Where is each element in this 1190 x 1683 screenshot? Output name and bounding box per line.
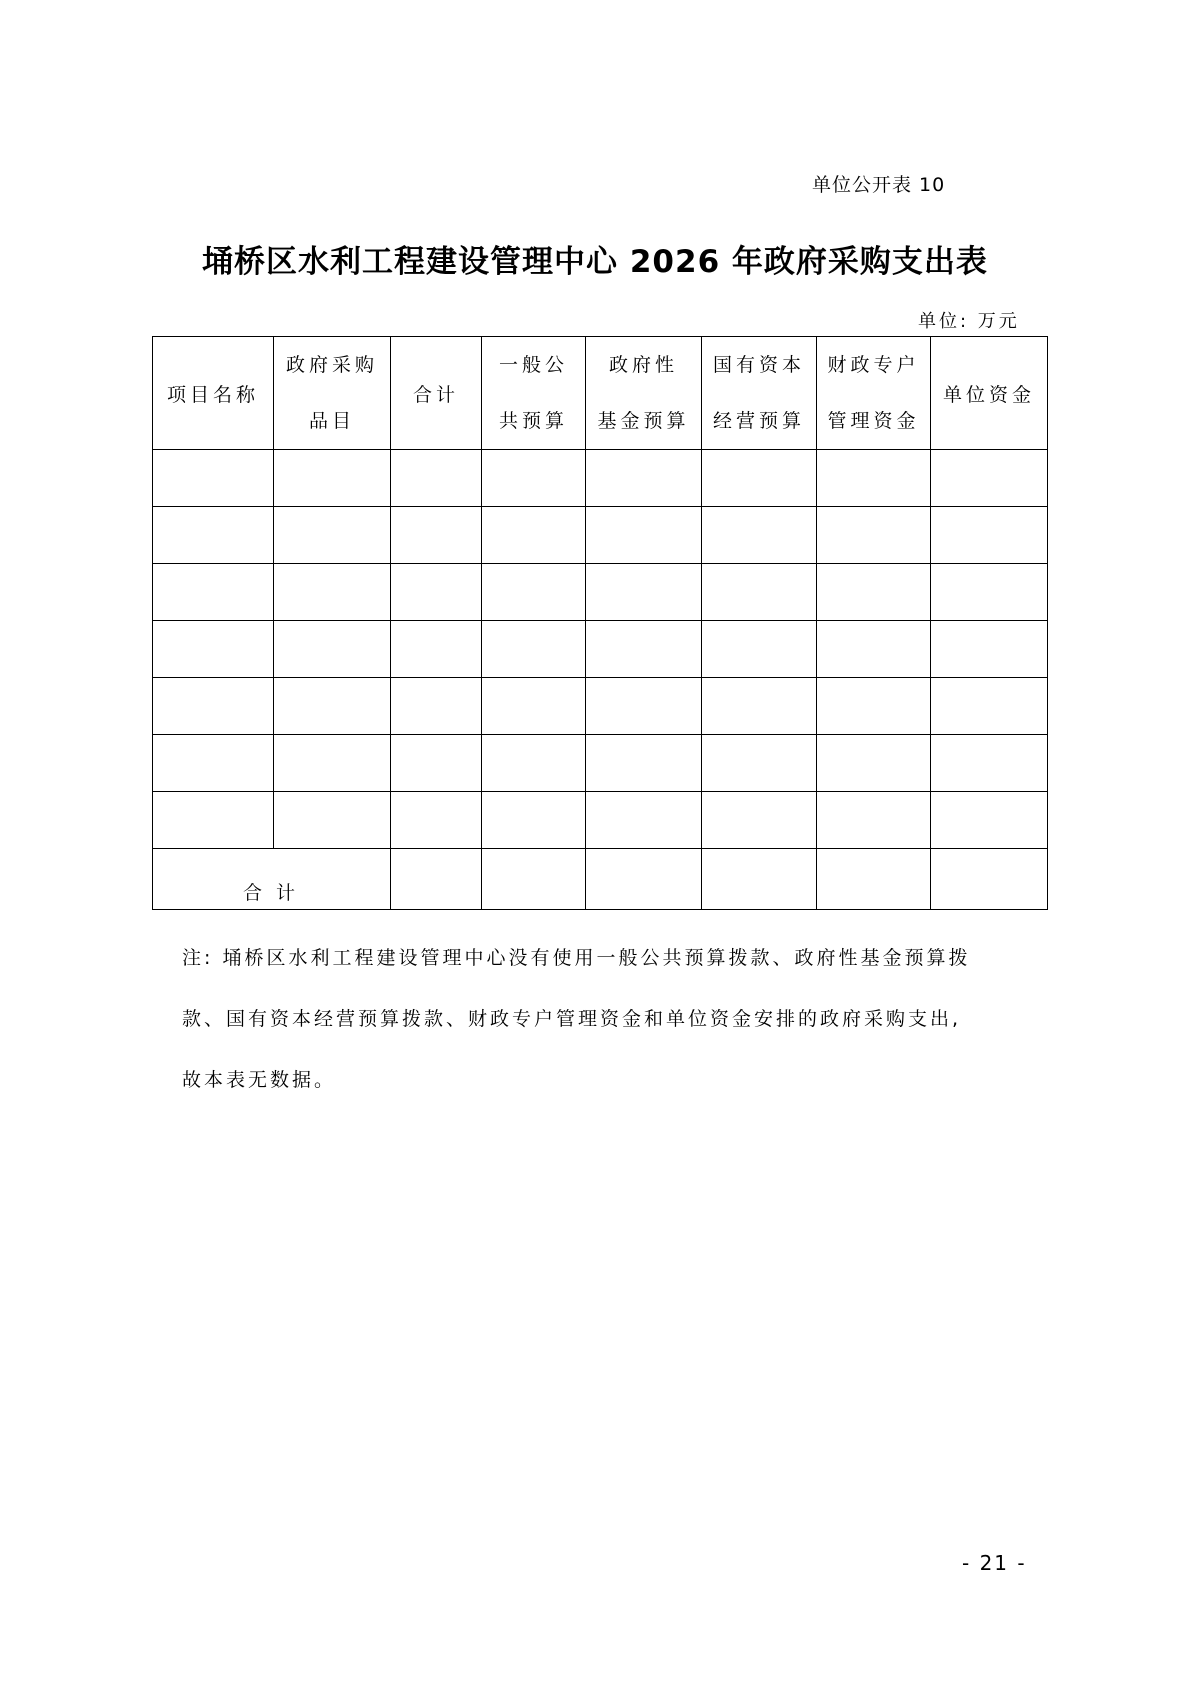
table-cell xyxy=(274,507,391,564)
table-cell xyxy=(586,621,702,678)
table-cell xyxy=(586,735,702,792)
page-number: - 21 - xyxy=(962,1551,1027,1575)
header-general-budget: 一般公 共预算 xyxy=(482,337,586,450)
table-cell xyxy=(274,792,391,849)
header-project-name: 项目名称 xyxy=(153,337,274,450)
table-cell xyxy=(817,450,931,507)
table-cell xyxy=(391,564,482,621)
footnote-line: 注: 埇桥区水利工程建设管理中心没有使用一般公共预算拨款、政府性基金预算拨 xyxy=(182,947,971,969)
table-row xyxy=(153,621,1048,678)
table-cell xyxy=(817,507,931,564)
table-cell xyxy=(153,564,274,621)
table-cell xyxy=(586,849,702,910)
table-cell xyxy=(391,621,482,678)
table-cell xyxy=(702,849,817,910)
table-number: 单位公开表 10 xyxy=(812,174,946,196)
table-row xyxy=(153,564,1048,621)
header-total: 合计 xyxy=(391,337,482,450)
table-cell xyxy=(482,507,586,564)
table-cell xyxy=(702,450,817,507)
table-cell xyxy=(153,450,274,507)
table-cell xyxy=(586,564,702,621)
table-cell xyxy=(702,507,817,564)
table-cell xyxy=(153,735,274,792)
table-cell xyxy=(931,507,1048,564)
procurement-table xyxy=(152,336,1048,910)
table-cell xyxy=(153,792,274,849)
table-cell xyxy=(482,792,586,849)
table-total-row xyxy=(153,849,1048,910)
table-row xyxy=(153,735,1048,792)
unit-label: 单位: 万元 xyxy=(918,311,1020,332)
table-cell xyxy=(391,678,482,735)
table-cell xyxy=(586,507,702,564)
table-cell xyxy=(482,678,586,735)
table-cell xyxy=(931,792,1048,849)
table-cell xyxy=(817,678,931,735)
table-cell xyxy=(817,564,931,621)
table-row xyxy=(153,678,1048,735)
table-cell xyxy=(153,678,274,735)
table-cell xyxy=(702,735,817,792)
table-cell xyxy=(586,792,702,849)
table-cell xyxy=(274,621,391,678)
table-cell xyxy=(931,621,1048,678)
table-cell xyxy=(931,450,1048,507)
header-procurement-item: 政府采购 品目 xyxy=(274,337,391,450)
document-title: 埇桥区水利工程建设管理中心 2026 年政府采购支出表 xyxy=(202,244,988,280)
table-cell xyxy=(391,735,482,792)
table-cell xyxy=(274,564,391,621)
header-unit-funds: 单位资金 xyxy=(931,337,1048,450)
table-cell xyxy=(391,507,482,564)
table-cell xyxy=(931,678,1048,735)
table-cell xyxy=(391,792,482,849)
table-cell xyxy=(482,564,586,621)
table-cell xyxy=(817,621,931,678)
footnote-line: 款、国有资本经营预算拨款、财政专户管理资金和单位资金安排的政府采购支出, xyxy=(182,1008,962,1030)
table-row xyxy=(153,507,1048,564)
table-cell xyxy=(391,450,482,507)
table-row xyxy=(153,450,1048,507)
table-cell xyxy=(586,450,702,507)
total-label: 合 计 xyxy=(153,849,391,910)
table-cell xyxy=(817,849,931,910)
table-cell xyxy=(482,450,586,507)
table-header-row xyxy=(153,337,1048,450)
table-cell xyxy=(817,735,931,792)
table-cell xyxy=(482,621,586,678)
header-special-account-funds: 财政专户 管理资金 xyxy=(817,337,931,450)
table-cell xyxy=(702,678,817,735)
table-cell xyxy=(586,678,702,735)
table-cell xyxy=(817,792,931,849)
table-cell xyxy=(702,792,817,849)
footnote xyxy=(182,928,1042,1111)
table-cell xyxy=(391,849,482,910)
table-cell xyxy=(274,678,391,735)
table-cell xyxy=(153,507,274,564)
table-cell xyxy=(274,735,391,792)
table-cell xyxy=(702,621,817,678)
table-cell xyxy=(931,849,1048,910)
table-cell xyxy=(274,450,391,507)
table-cell xyxy=(702,564,817,621)
header-fund-budget: 政府性 基金预算 xyxy=(586,337,702,450)
header-state-capital-budget: 国有资本 经营预算 xyxy=(702,337,817,450)
footnote-line: 故本表无数据。 xyxy=(182,1069,337,1091)
table-cell xyxy=(931,564,1048,621)
table-cell xyxy=(482,735,586,792)
table-cell xyxy=(931,735,1048,792)
table-cell xyxy=(482,849,586,910)
table-row xyxy=(153,792,1048,849)
table-cell xyxy=(153,621,274,678)
